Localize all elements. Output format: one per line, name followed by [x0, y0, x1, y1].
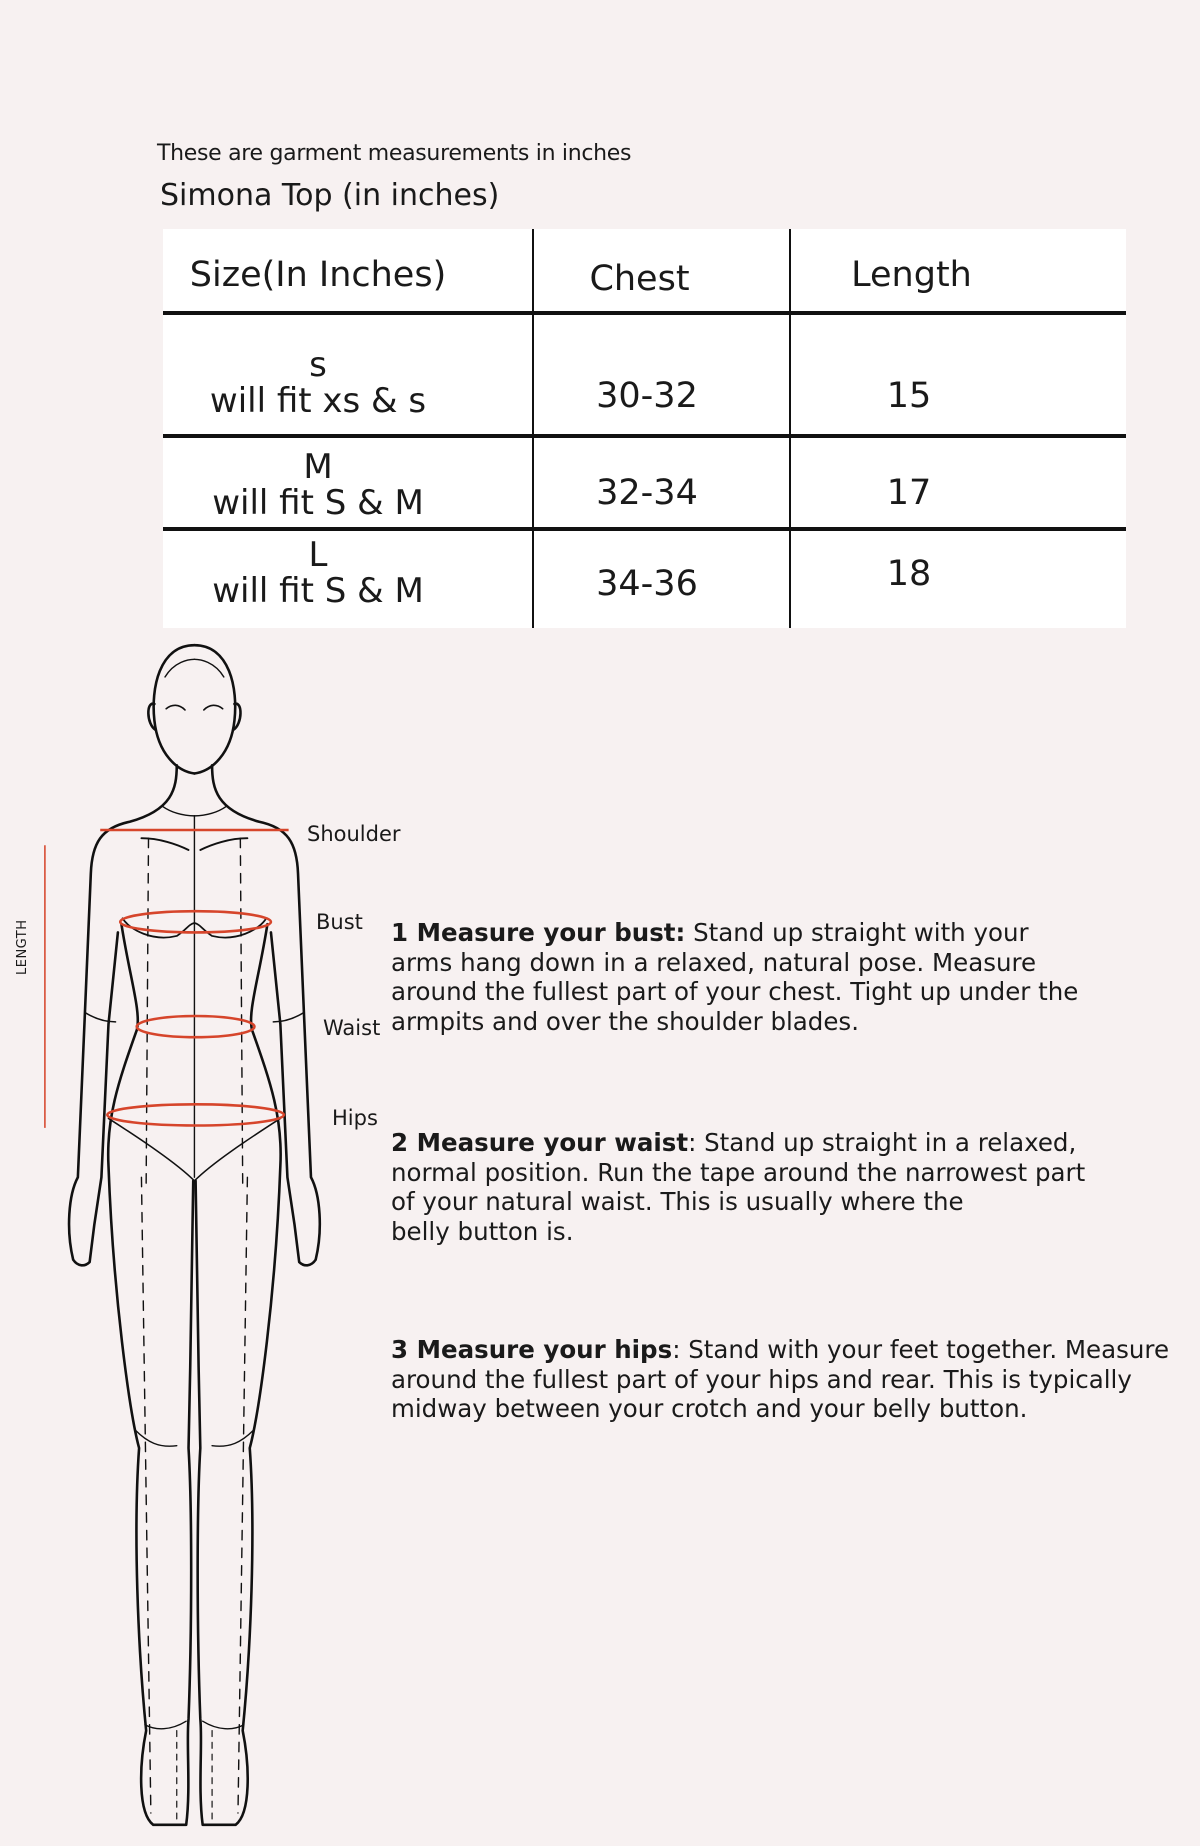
- header-chest: Chest: [589, 259, 690, 299]
- instruction-text: arms hang down in a relaxed, natural pose. Measure: [391, 947, 1037, 977]
- bust-tape: [120, 911, 271, 932]
- instruction-text: : Stand with your feet together. Measure: [672, 1335, 1170, 1364]
- page-title: Simona Top (in inches): [160, 178, 500, 213]
- length-cell: 17: [886, 473, 932, 513]
- waist-label: Waist: [323, 1016, 381, 1040]
- size-fit: will fit xs & s: [209, 381, 427, 421]
- waist-tape: [137, 1016, 255, 1037]
- length-cell: 15: [886, 376, 932, 416]
- length-label: LENGTH: [15, 919, 30, 975]
- instruction-text: around the fullest part of your chest. Tight up under the: [391, 977, 1079, 1006]
- bust-label: Bust: [316, 910, 363, 934]
- size-name: s: [309, 345, 327, 385]
- length-cell: 18: [886, 554, 932, 594]
- size-name: M: [303, 447, 333, 487]
- header-length: Length: [851, 255, 972, 295]
- instruction-heading: 1 Measure your bust:: [391, 918, 686, 947]
- chest-cell: 30-32: [596, 376, 698, 416]
- header-size: Size(In Inches): [189, 255, 447, 295]
- figure-outline: [69, 645, 194, 1825]
- instruction-text: midway between your crotch and your belly button.: [391, 1394, 1028, 1423]
- instruction-text: Stand up straight with your: [685, 918, 1029, 947]
- instruction-heading: 2 Measure your waist: [391, 1128, 689, 1157]
- hips-tape: [107, 1104, 284, 1125]
- instruction-text: around the fullest part of your hips and rear. This is typically: [391, 1364, 1132, 1394]
- instruction-text: of your natural waist. This is usually where the: [391, 1187, 964, 1216]
- instruction-text: belly button is.: [391, 1216, 574, 1246]
- size-fit: will fit S & M: [212, 571, 424, 611]
- size-fit: will fit S & M: [212, 483, 424, 523]
- instruction-heading: 3 Measure your hips: [391, 1335, 673, 1364]
- shoulder-label: Shoulder: [307, 822, 401, 846]
- chest-cell: 34-36: [596, 564, 698, 604]
- waist-instruction: [391, 1128, 1191, 1246]
- instruction-text: normal position. Run the tape around the narrowest part: [391, 1157, 1086, 1187]
- size-name: L: [308, 535, 328, 575]
- instruction-text: : Stand up straight in a relaxed,: [688, 1128, 1077, 1157]
- instruction-text: armpits and over the shoulder blades.: [391, 1006, 859, 1036]
- measurement-note: These are garment measurements in inches: [157, 141, 632, 166]
- hips-instruction: [391, 1335, 1191, 1424]
- hips-label: Hips: [332, 1106, 378, 1130]
- chest-cell: 32-34: [596, 473, 698, 513]
- bust-instruction: [391, 918, 1191, 1036]
